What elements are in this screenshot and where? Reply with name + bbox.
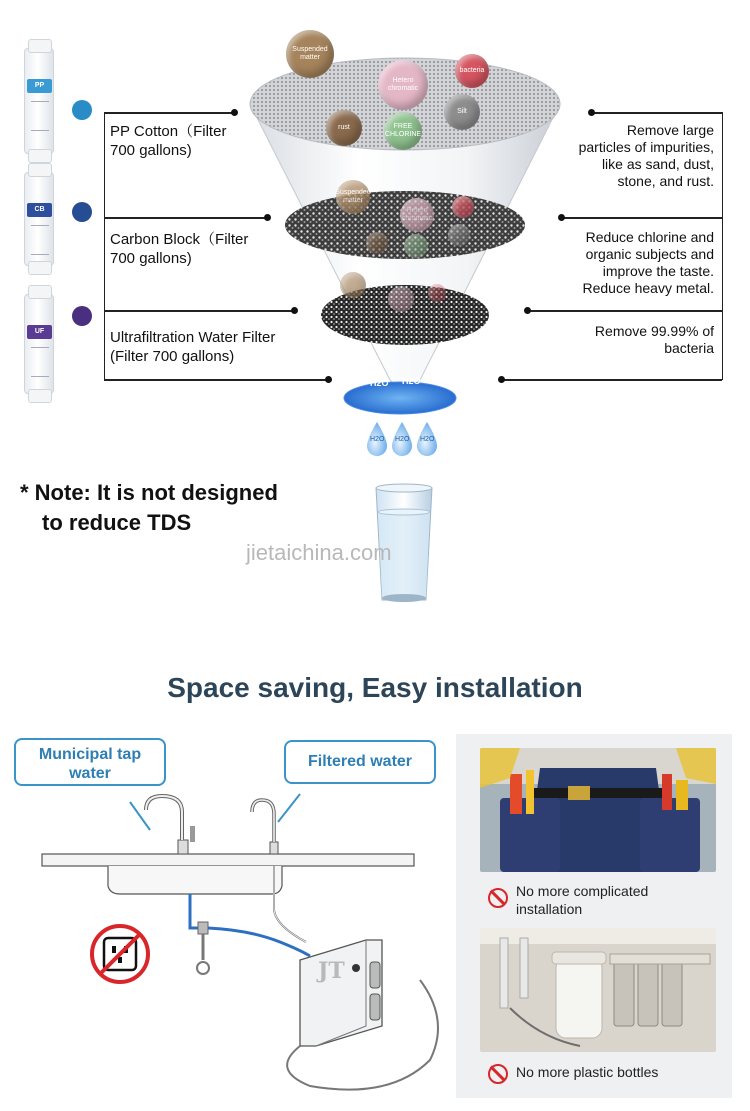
pp-description: Remove large particles of impurities, like as sand, dust, stone, and rust. xyxy=(578,122,714,189)
hetero-chromatic-ball: Hetero chromatic xyxy=(378,60,428,110)
cb-label: Carbon Block（Filter 700 gallons) xyxy=(110,231,249,267)
hetero-ball-tiny xyxy=(388,286,414,312)
suspended-matter-ball: Suspended matter xyxy=(286,30,334,78)
uf-cartridge xyxy=(24,294,54,394)
section-title: Space saving, Easy installation xyxy=(167,672,583,703)
pp-label: PP Cotton（Filter 700 gallons) xyxy=(110,123,227,159)
benefit-text-2: No more plastic bottles xyxy=(516,1064,659,1080)
h2o-drop-2: H2O xyxy=(395,436,410,443)
h2o-label-2: H2O xyxy=(402,376,421,386)
filtered-water-callout: Filtered water xyxy=(284,740,436,784)
cb-band: CB xyxy=(27,203,52,217)
pp-dot xyxy=(72,100,92,120)
suspended-matter-ball-faded: Suspended matter xyxy=(336,180,370,214)
no-outlet-icon xyxy=(88,922,152,986)
h2o-drop-1: H2O xyxy=(370,436,385,443)
suspended-ball-tiny xyxy=(340,272,366,298)
benefits-panel xyxy=(456,734,732,1098)
right-bracket xyxy=(722,112,723,380)
uf-description: Remove 99.99% of bacteria xyxy=(594,323,714,356)
free-chlorine-ball: FREE CHLORINE xyxy=(384,112,422,150)
watermark: jietaichina.com xyxy=(246,540,392,565)
bacteria-ball: bacteria xyxy=(455,54,489,88)
h2o-drop-3: H2O xyxy=(420,436,435,443)
cb-description: Reduce chlorine and organic subjects and improve the taste. Reduce heavy metal. xyxy=(582,229,714,296)
no-icon-2 xyxy=(488,1064,508,1084)
tool-belt-photo xyxy=(480,748,716,872)
unit-logo: JT xyxy=(318,958,345,984)
pp-cartridge xyxy=(24,48,54,154)
hetero-chromatic-ball-faded: Hetero chromatic xyxy=(400,198,434,232)
municipal-tap-water-callout: Municipal tap water xyxy=(14,738,166,786)
rust-ball: rust xyxy=(326,110,362,146)
cb-dot xyxy=(72,202,92,222)
uf-dot xyxy=(72,306,92,326)
benefit-text-1: No more complicated installation xyxy=(516,883,649,917)
left-bracket xyxy=(104,112,105,380)
silt-ball-faded xyxy=(448,224,470,246)
tds-note: * Note: It is not designed to reduce TDS xyxy=(20,480,278,535)
pp-band: PP xyxy=(27,79,52,93)
cb-cartridge xyxy=(24,172,54,266)
no-icon-1 xyxy=(488,888,508,908)
bacteria-ball-faded xyxy=(452,196,474,218)
silt-ball: Silt xyxy=(444,94,480,130)
rust-ball-faded xyxy=(366,232,388,254)
uf-band: UF xyxy=(27,325,52,339)
h2o-label-1: H2O xyxy=(370,378,389,388)
bacteria-ball-tiny xyxy=(428,284,446,302)
chlorine-ball-faded xyxy=(404,234,428,258)
uf-label: Ultrafiltration Water Filter (Filter 700 gallons) xyxy=(110,329,276,365)
under-sink-photo xyxy=(480,928,716,1052)
